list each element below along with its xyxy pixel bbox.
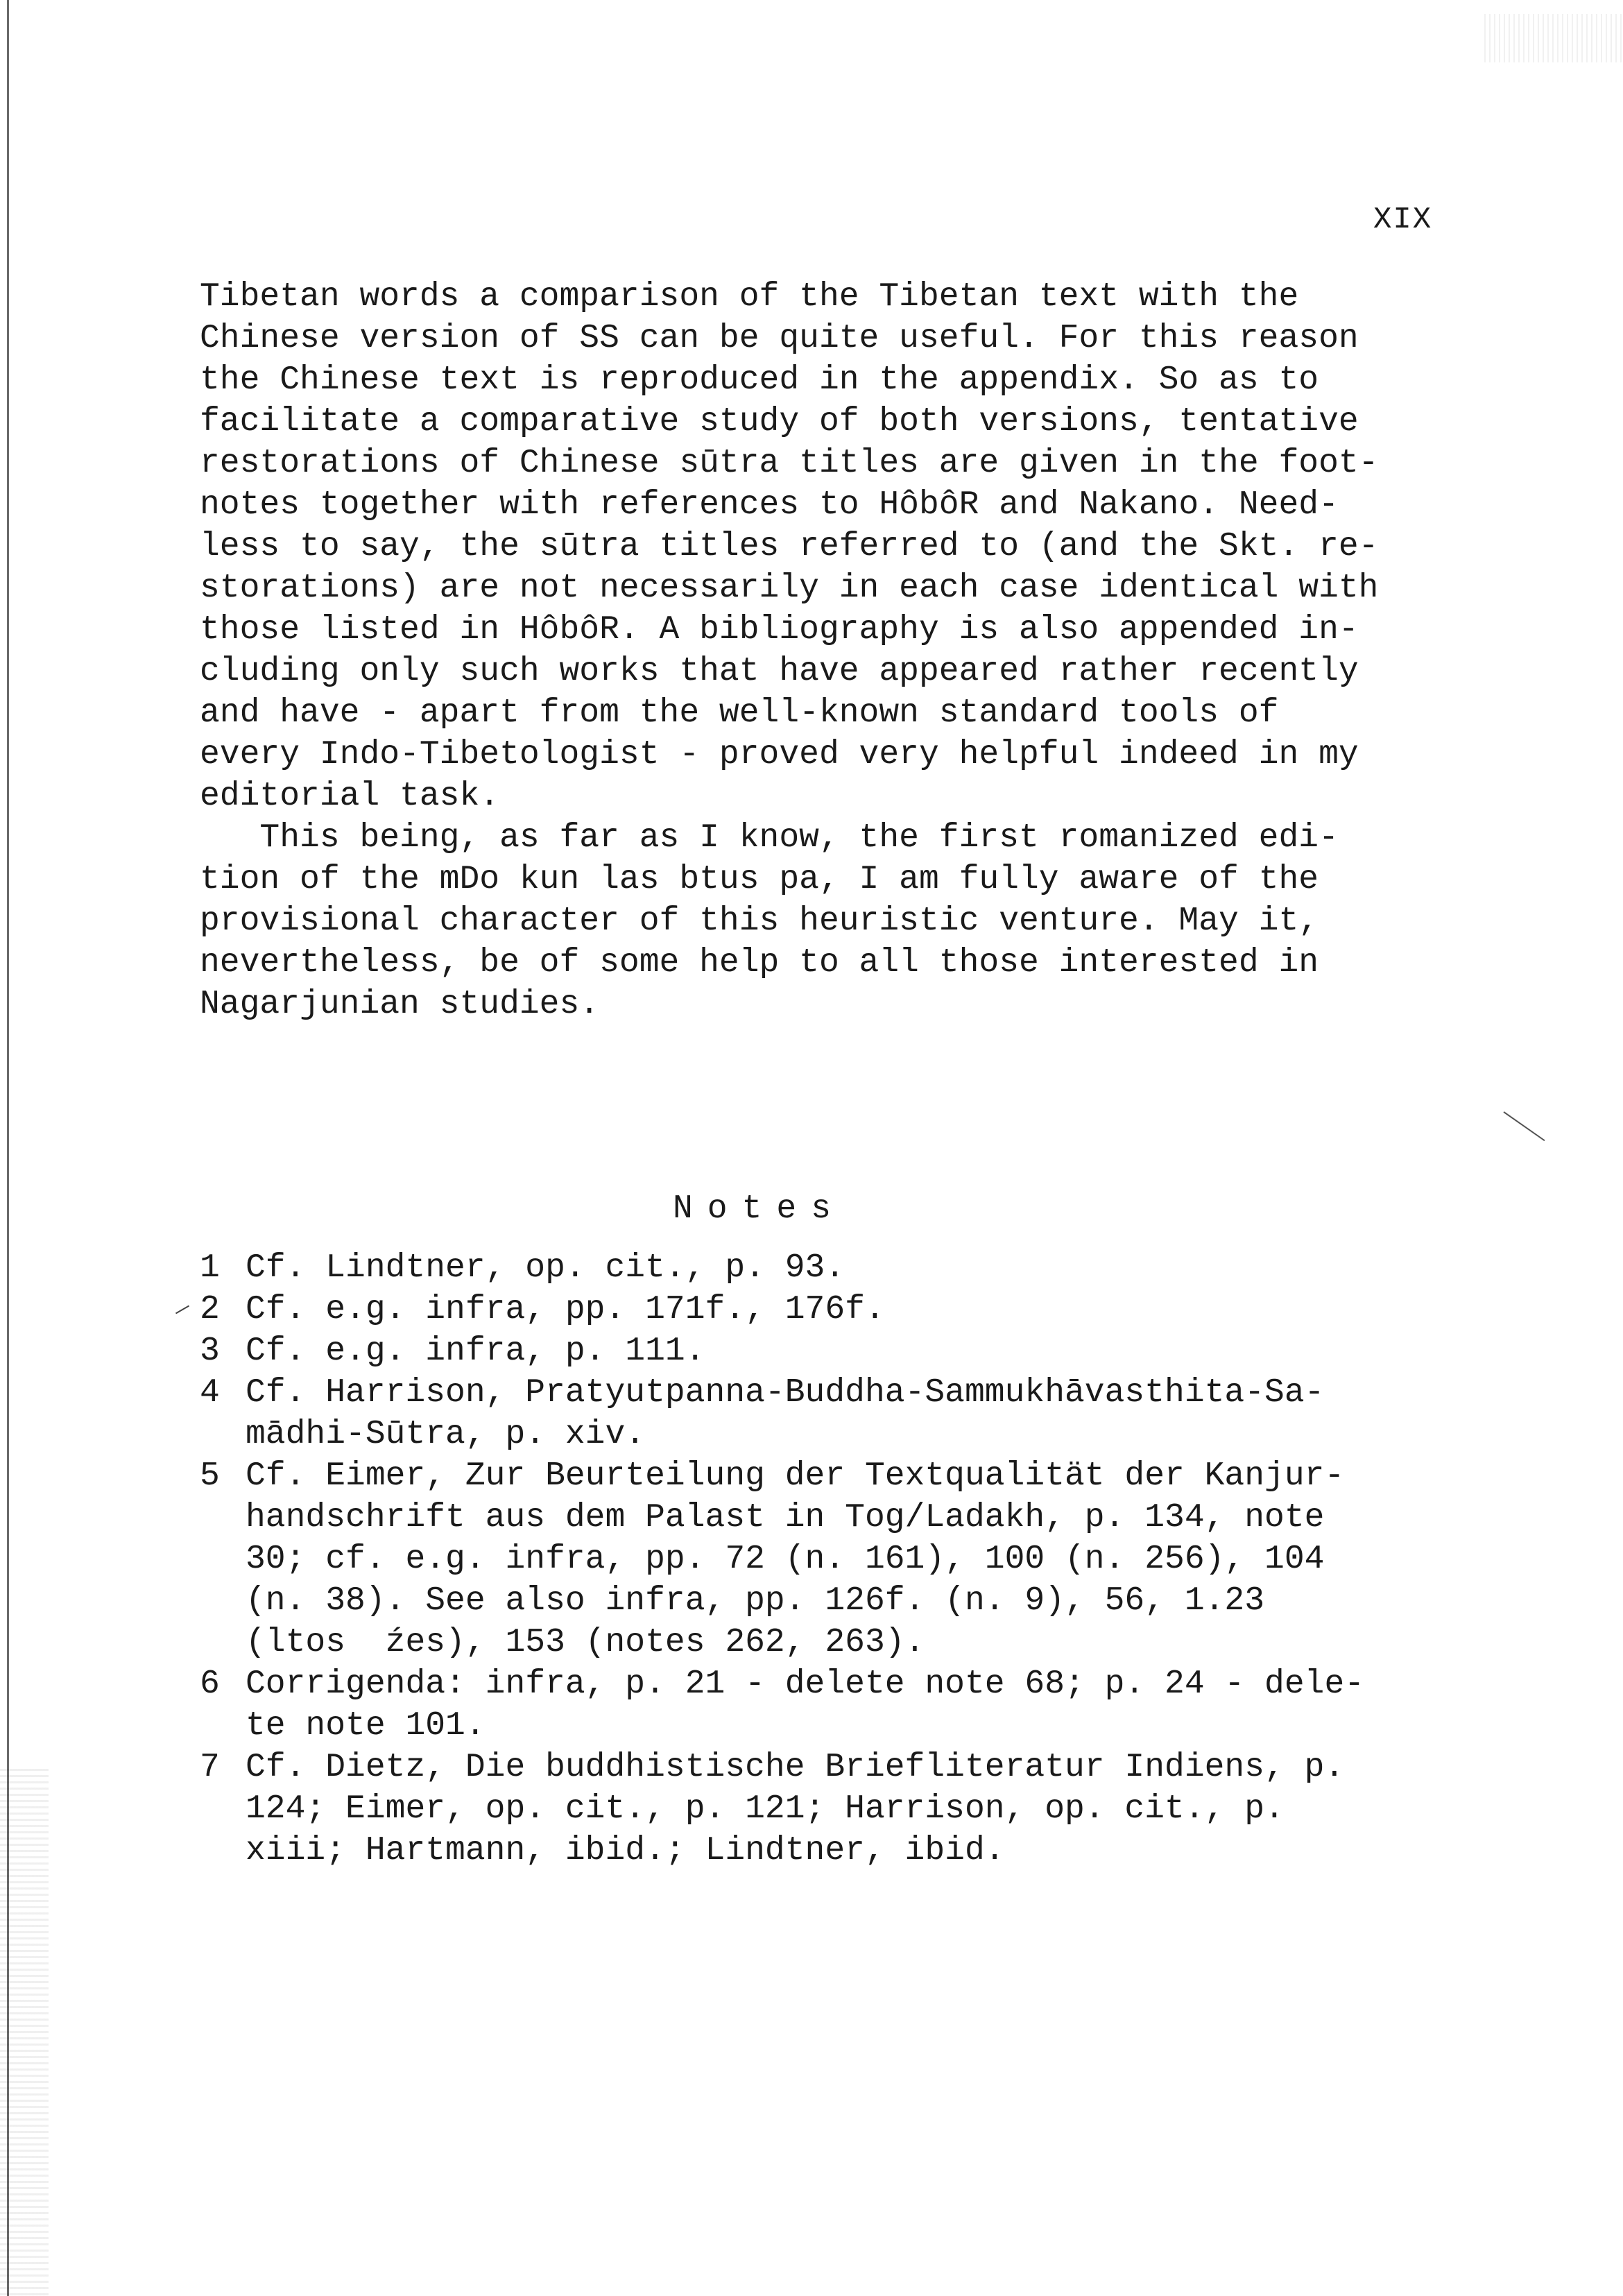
- stray-pencil-mark: [1503, 1111, 1545, 1141]
- note-line: Corrigenda: infra, p. 21 - delete note 68; p. 24 - dele-: [246, 1665, 1365, 1703]
- text-line: tion of the mDo kun las btus pa, I am fully aware of the: [200, 861, 1319, 898]
- note-line: Cf. e.g. infra, pp. 171f., 176f.: [246, 1291, 885, 1328]
- text-line: This being, as far as I know, the first romanized edi-: [200, 819, 1339, 857]
- note-line: Cf. Harrison, Pratyutpanna-Buddha-Sammukhāvasthita-Sa-: [246, 1374, 1325, 1412]
- text-line: facilitate a comparative study of both versions, tentative: [200, 403, 1359, 440]
- text-line: notes together with references to HôbôR and Nakano. Need-: [200, 486, 1339, 524]
- note-line: 124; Eimer, op. cit., p. 121; Harrison, op. cit., p.: [246, 1790, 1285, 1828]
- text-line: those listed in HôbôR. A bibliography is also appended in-: [200, 611, 1359, 649]
- note-5: [200, 1455, 1462, 1663]
- paragraph-2: [200, 817, 1462, 1025]
- note-number: 3: [200, 1333, 220, 1370]
- paragraph-1: [200, 276, 1462, 817]
- text-line: nevertheless, be of some help to all those interested in: [200, 944, 1319, 982]
- note-line: mādhi-Sūtra, p. xiv.: [246, 1416, 646, 1453]
- text-line: every Indo-Tibetologist - proved very helpful indeed in my: [200, 736, 1359, 773]
- text-line: provisional character of this heuristic venture. May it,: [200, 902, 1319, 940]
- note-6: [200, 1663, 1462, 1747]
- note-line: te note 101.: [246, 1707, 486, 1745]
- text-line: Nagarjunian studies.: [200, 986, 600, 1023]
- note-line: handschrift aus dem Palast in Tog/Ladakh, p. 134, note: [246, 1499, 1325, 1536]
- note-number: 4: [200, 1374, 220, 1412]
- text-line: Tibetan words a comparison of the Tibetan text with the: [200, 278, 1299, 316]
- corner-scan-noise: [1484, 14, 1623, 62]
- page-number: XIX: [1373, 203, 1433, 237]
- note-number: 1: [200, 1249, 220, 1287]
- notes-list: [200, 1247, 1462, 1871]
- note-4: [200, 1372, 1462, 1455]
- text-line: less to say, the sūtra titles referred to (and the Skt. re-: [200, 528, 1379, 565]
- note-line: Cf. e.g. infra, p. 111.: [246, 1333, 705, 1370]
- note-line: Cf. Dietz, Die buddhistische Briefliteratur Indiens, p.: [246, 1749, 1345, 1786]
- note-number: 2: [200, 1291, 220, 1328]
- note-line: Cf. Eimer, Zur Beurteilung der Textqualität der Kanjur-: [246, 1457, 1345, 1495]
- notes-heading: Notes: [673, 1190, 846, 1228]
- text-line: editorial task.: [200, 778, 500, 815]
- note-line: (n. 38). See also infra, pp. 126f. (n. 9), 56, 1.23: [246, 1582, 1265, 1620]
- text-line: Chinese version of SS can be quite useful. For this reason: [200, 320, 1359, 357]
- binding-scan-noise: [0, 1769, 49, 2296]
- note-2: [200, 1289, 1462, 1330]
- note-line: xiii; Hartmann, ibid.; Lindtner, ibid.: [246, 1832, 1005, 1869]
- text-line: storations) are not necessarily in each case identical with: [200, 569, 1379, 607]
- note-number: 6: [200, 1665, 220, 1703]
- text-line: cluding only such works that have appeared rather recently: [200, 653, 1359, 690]
- text-line: restorations of Chinese sūtra titles are given in the foot-: [200, 445, 1379, 482]
- note-line: (ltos źes), 153 (notes 262, 263).: [246, 1624, 925, 1661]
- text-line: and have - apart from the well-known standard tools of: [200, 694, 1279, 732]
- note-line: Cf. Lindtner, op. cit., p. 93.: [246, 1249, 845, 1287]
- note-number: 7: [200, 1749, 220, 1786]
- note-7: [200, 1747, 1462, 1871]
- margin-tick-mark: [175, 1305, 189, 1314]
- body-text: [200, 276, 1462, 1025]
- note-number: 5: [200, 1457, 220, 1495]
- note-3: [200, 1330, 1462, 1372]
- note-line: 30; cf. e.g. infra, pp. 72 (n. 161), 100 (n. 256), 104: [246, 1541, 1325, 1578]
- note-1: [200, 1247, 1462, 1289]
- text-line: the Chinese text is reproduced in the appendix. So as to: [200, 361, 1319, 399]
